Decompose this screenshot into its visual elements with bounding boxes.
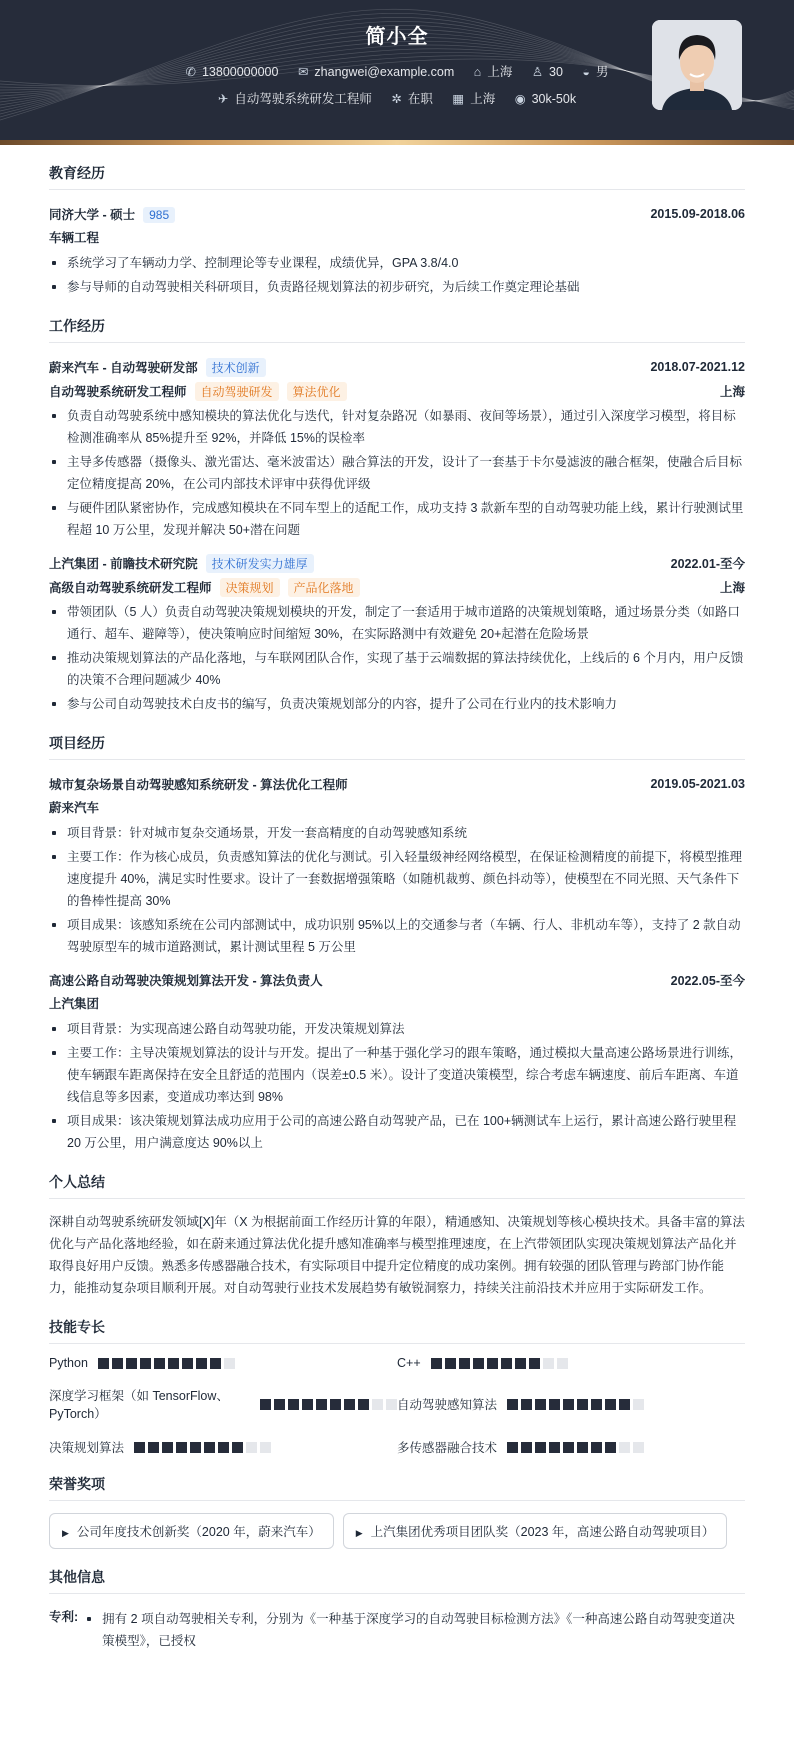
role-line — [49, 382, 347, 401]
skill-level-block — [224, 1358, 235, 1369]
skill-level-block — [210, 1358, 221, 1369]
skill-level-block — [529, 1358, 540, 1369]
list-item: 主要工作：主导决策规划算法的设计与开发。提出了一种基于强化学习的跟车策略，通过模拟大量高速公路场景进行训练，使车辆跟车距离保持在安全且舒适的范围内（误差±0.5 米）。设计了变道决策模型，综合考虑车辆速度、前后车距离、车道线信息等多因素，变道成功率达到 98% — [49, 1042, 745, 1108]
skill-level-block — [431, 1358, 442, 1369]
skill-level-block — [507, 1442, 518, 1453]
award-item: ▶ 上汽集团优秀项目团队奖（2023 年，高速公路自动驾驶项目） — [343, 1513, 728, 1549]
skill-level-block — [246, 1442, 257, 1453]
skill-level-block — [633, 1399, 644, 1410]
skill-level-block — [140, 1358, 151, 1369]
role-line — [49, 578, 360, 597]
skill-name: 深度学习框架（如 TensorFlow、PyTorch） — [49, 1389, 229, 1421]
skill-item — [397, 1356, 745, 1370]
skill-name: Python — [49, 1356, 88, 1370]
education-section — [49, 163, 745, 298]
company-tag: 技术创新 — [206, 358, 266, 377]
school-line — [49, 205, 175, 223]
skill-name: 自动驾驶感知算法 — [397, 1398, 498, 1412]
skill-level-block — [232, 1442, 243, 1453]
skill-level-block — [633, 1442, 644, 1453]
role-tag: 决策规划 — [220, 578, 280, 597]
company-header — [49, 551, 745, 575]
list-item: 参与导师的自动驾驶相关科研项目，负责路径规划算法的初步研究，为后续工作奠定理论基础 — [49, 276, 745, 298]
section-title: 技能专长 — [49, 1317, 745, 1344]
list-item: 项目背景：为实现高速公路自动驾驶功能，开发决策规划算法 — [49, 1018, 745, 1040]
skill-level-block — [619, 1442, 630, 1453]
salary: 30k-50k — [531, 92, 577, 106]
skill-level-block — [515, 1358, 526, 1369]
skill-level-block — [148, 1442, 159, 1453]
phone: 13800000000 — [201, 65, 279, 79]
section-title: 其他信息 — [49, 1567, 745, 1594]
location: 上海 — [719, 385, 745, 399]
skill-level-block — [316, 1399, 327, 1410]
date: 2015.09-2018.06 — [650, 207, 745, 221]
skill-level-block — [619, 1399, 630, 1410]
section-title: 荣誉奖项 — [49, 1474, 745, 1501]
skill-level-bar — [98, 1358, 235, 1369]
award-item: ▶ 公司年度技术创新奖（2020 年，蔚来汽车） — [49, 1513, 334, 1549]
date: 2022.05-至今 — [670, 974, 745, 988]
date: 2019.05-2021.03 — [650, 777, 745, 791]
section-title: 教育经历 — [49, 163, 745, 190]
skill-level-block — [358, 1399, 369, 1410]
skill-level-block — [473, 1358, 484, 1369]
project-section — [49, 733, 745, 1154]
resume-header — [0, 0, 794, 140]
skill-level-bar — [507, 1442, 644, 1453]
list-item: 系统学习了车辆动力学、控制理论等专业课程，成绩优异，GPA 3.8/4.0 — [49, 252, 745, 274]
skill-level-block — [543, 1358, 554, 1369]
home-icon: ⌂ — [473, 65, 482, 79]
skill-level-block — [330, 1399, 341, 1410]
education-header — [49, 202, 745, 226]
skill-level-block — [535, 1399, 546, 1410]
skill-level-block — [218, 1442, 229, 1453]
skill-item — [49, 1438, 397, 1456]
skill-level-block — [445, 1358, 456, 1369]
work-entry — [49, 355, 745, 541]
skill-level-block — [98, 1358, 109, 1369]
company-line — [49, 554, 314, 573]
skill-level-block — [563, 1442, 574, 1453]
skill-level-block — [154, 1358, 165, 1369]
project-header — [49, 772, 745, 796]
skill-level-block — [182, 1358, 193, 1369]
skill-level-block — [204, 1442, 215, 1453]
company-header — [49, 355, 745, 379]
skill-level-bar — [507, 1399, 644, 1410]
skill-level-block — [288, 1399, 299, 1410]
patent-label: 专利: — [49, 1610, 79, 1624]
section-title: 个人总结 — [49, 1172, 745, 1199]
skill-level-block — [507, 1399, 518, 1410]
status-icon: ✲ — [391, 92, 402, 106]
project-org: 蔚来汽车 — [49, 801, 100, 815]
skill-level-bar — [260, 1399, 397, 1410]
awards-section — [49, 1474, 745, 1549]
mail-icon: ✉ — [297, 65, 309, 79]
skill-name: 决策规划算法 — [49, 1441, 125, 1455]
section-title: 项目经历 — [49, 733, 745, 760]
avatar — [652, 20, 742, 110]
skill-level-block — [386, 1399, 397, 1410]
skill-level-block — [563, 1399, 574, 1410]
skill-level-block — [605, 1399, 616, 1410]
skill-level-block — [459, 1358, 470, 1369]
skill-level-bar — [431, 1358, 568, 1369]
skill-item — [49, 1386, 397, 1422]
skill-level-block — [549, 1442, 560, 1453]
bullet-list — [49, 405, 745, 541]
phone-icon: ✆ — [185, 65, 196, 79]
role-header — [49, 575, 745, 599]
work-section — [49, 316, 745, 715]
list-item: 参与公司自动驾驶技术白皮书的编写，负责决策规划部分的内容，提升了公司在行业内的技术影响力 — [49, 693, 745, 715]
gender-icon: ◒ — [582, 65, 590, 79]
skill-level-block — [260, 1399, 271, 1410]
company: 上汽集团 - 前瞻技术研究院 — [49, 556, 198, 571]
list-item: 项目成果：该决策规划算法成功应用于公司的高速公路自动驾驶产品，已在 100+辆测试车上运行，累计高速公路行驶里程 20 万公里，用户满意度达 90%以上 — [49, 1110, 745, 1154]
skill-level-block — [557, 1358, 568, 1369]
section-title: 工作经历 — [49, 316, 745, 343]
age-icon: ♙ — [531, 65, 544, 79]
skill-level-block — [521, 1442, 532, 1453]
list-item: 拥有 2 项自动驾驶相关专利，分别为《一种基于深度学习的自动驾驶目标检测方法》《一种高速公路自动驾驶变道决策模型》，已授权 — [84, 1608, 745, 1652]
candidate-name: 简小全 — [365, 26, 429, 48]
skill-level-block — [302, 1399, 313, 1410]
list-item: 与硬件团队紧密协作，完成感知模块在不同车型上的适配工作，成功支持 3 款新车型的自动驾驶功能上线，累计行驶测试里程超 10 万公里，发现并解决 50+潜在问题 — [49, 497, 745, 541]
skill-level-block — [535, 1442, 546, 1453]
skill-level-block — [549, 1399, 560, 1410]
role: 高级自动驾驶系统研发工程师 — [49, 580, 212, 595]
salary-icon: ◉ — [514, 92, 526, 106]
skill-level-block — [162, 1442, 173, 1453]
skill-level-block — [591, 1399, 602, 1410]
skill-name: 多传感器融合技术 — [397, 1441, 498, 1455]
skill-level-block — [521, 1399, 532, 1410]
company-tag: 技术研发实力雄厚 — [206, 554, 314, 573]
project-name: 城市复杂场景自动驾驶感知系统研发 - 算法优化工程师 — [49, 778, 348, 792]
bullet-list — [49, 822, 745, 958]
education-entry — [49, 202, 745, 298]
bullet-list — [49, 601, 745, 715]
list-item: 项目成果：该感知系统在公司内部测试中，成功识别 95%以上的交通参与者（车辆、行人、非机动车等），支持了 2 款自动驾驶原型车的城市道路测试，累计测试里程 5 万公里 — [49, 914, 745, 958]
skill-level-block — [591, 1442, 602, 1453]
header-divider — [0, 140, 794, 145]
major: 车辆工程 — [49, 231, 100, 245]
skill-level-block — [274, 1399, 285, 1410]
skill-level-block — [112, 1358, 123, 1369]
school: 同济大学 - 硕士 — [49, 208, 136, 222]
list-item: 负责自动驾驶系统中感知模块的算法优化与迭代，针对复杂路况（如暴雨、夜间等场景），通过引入深度学习模型，将目标检测准确率从 85%提升至 92%，并降低 15%的误检率 — [49, 405, 745, 449]
plane-icon: ✈ — [217, 92, 229, 106]
skill-item — [397, 1386, 745, 1422]
role-tag: 产品化落地 — [288, 578, 360, 597]
other-section — [49, 1567, 745, 1654]
skill-level-block — [134, 1442, 145, 1453]
status: 在职 — [407, 92, 433, 106]
patent-info — [49, 1606, 745, 1654]
skill-level-block — [501, 1358, 512, 1369]
skill-level-block — [176, 1442, 187, 1453]
role-tag: 自动驾驶研发 — [195, 382, 279, 401]
list-item: 项目背景：针对城市复杂交通场景，开发一套高精度的自动驾驶感知系统 — [49, 822, 745, 844]
work-entry — [49, 551, 745, 715]
location: 上海 — [719, 581, 745, 595]
age: 30 — [549, 65, 563, 79]
skill-level-block — [577, 1442, 588, 1453]
role-tag: 算法优化 — [287, 382, 347, 401]
email: zhangwei@example.com — [314, 65, 455, 79]
list-item: 带领团队（5 人）负责自动驾驶决策规划模块的开发，制定了一套适用于城市道路的决策规划策略，通过场景分类（如路口通行、超车、避障等），使决策响应时间缩短 30%，在实际路测中有效避免 20+起潜在危险场景 — [49, 601, 745, 645]
target-city: 上海 — [470, 92, 496, 106]
project-org: 上汽集团 — [49, 997, 100, 1011]
skill-item — [397, 1438, 745, 1456]
bullet-list — [49, 252, 745, 298]
building-icon: ▦ — [452, 92, 465, 106]
position: 自动驾驶系统研发工程师 — [234, 92, 372, 106]
role: 自动驾驶系统研发工程师 — [49, 384, 187, 399]
skill-level-block — [260, 1442, 271, 1453]
skill-level-block — [196, 1358, 207, 1369]
skill-item — [49, 1356, 397, 1370]
company: 蔚来汽车 - 自动驾驶研发部 — [49, 360, 198, 375]
city: 上海 — [487, 65, 513, 79]
date: 2022.01-至今 — [670, 557, 745, 571]
list-item: 主要工作：作为核心成员，负责感知算法的优化与测试。引入轻量级神经网络模型，在保证检测精度的前提下，将模型推理速度提升 40%，满足实时性要求。设计了一套数据增强策略（如随机裁剪、颜色抖动等），使模型在不同光照、天气条件下的鲁棒性提高 30% — [49, 846, 745, 912]
skill-level-block — [344, 1399, 355, 1410]
skill-level-block — [605, 1442, 616, 1453]
date: 2018.07-2021.12 — [650, 360, 745, 374]
skill-level-block — [372, 1399, 383, 1410]
project-entry — [49, 772, 745, 958]
gender: 男 — [595, 65, 609, 79]
project-entry — [49, 968, 745, 1154]
skill-level-block — [190, 1442, 201, 1453]
bullet-list — [49, 1018, 745, 1154]
company-line — [49, 358, 266, 377]
project-header — [49, 968, 745, 992]
summary-section — [49, 1172, 745, 1299]
list-item: 主导多传感器（摄像头、激光雷达、毫米波雷达）融合算法的开发，设计了一套基于卡尔曼滤波的融合框架，使融合后目标定位精度提高 20%，在公司内部技术评审中获得优评级 — [49, 451, 745, 495]
list-item: 推动决策规划算法的产品化落地，与车联网团队合作，实现了基于云端数据的算法持续优化，上线后的 6 个月内，用户反馈的决策不合理问题减少 40% — [49, 647, 745, 691]
skill-level-block — [487, 1358, 498, 1369]
school-tag: 985 — [143, 207, 175, 223]
skill-name: C++ — [397, 1356, 421, 1370]
skill-level-bar — [134, 1442, 271, 1453]
summary-text: 深耕自动驾驶系统研发领域[X]年（X 为根据前面工作经历计算的年限），精通感知、决策规划等核心模块技术。具备丰富的算法优化与产品化落地经验，如在蔚来通过算法优化提升感知准确率与模型推理速度，在上汽带领团队实现决策规划算法产品化并取得良好用户反馈。熟悉多传感器融合技术，有实际项目中提升定位精度的成功案例。拥有较强的团队管理与跨部门协作能力，能推动复杂项目顺利开展。对自动驾驶行业技术发展趋势有敏锐洞察力，持续关注前沿技术并应用于实际研发工作。 — [49, 1215, 745, 1295]
skill-level-block — [168, 1358, 179, 1369]
project-name: 高速公路自动驾驶决策规划算法开发 - 算法负责人 — [49, 974, 323, 988]
skills-section — [49, 1317, 745, 1456]
skill-level-block — [577, 1399, 588, 1410]
skill-level-block — [126, 1358, 137, 1369]
role-header — [49, 379, 745, 403]
